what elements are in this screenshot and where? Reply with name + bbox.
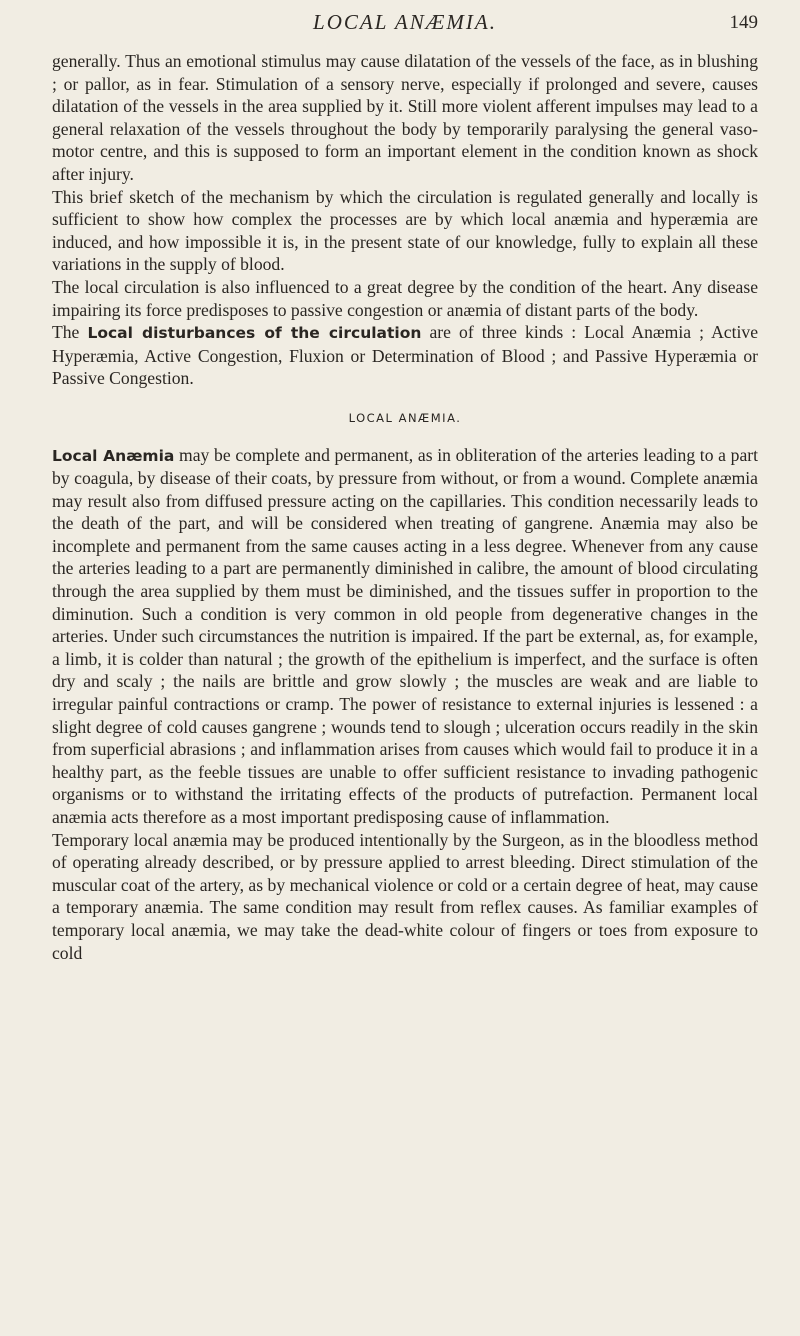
paragraph-continuation: are of three kinds : Local Anæmia ; Active Hyperæmia, Active Congestion, Fluxion or Determination of Blood ; and Passive Hyperæmia or Passive Congestion.: [52, 322, 758, 389]
running-title: LOCAL ANÆMIA.: [313, 10, 497, 34]
bold-term-local-disturbances: Local disturbances of the circulation: [87, 324, 422, 343]
page-number: 149: [729, 12, 758, 33]
paragraph-temporary-anaemia: Temporary local anæmia may be produced intentionally by the Surgeon, as in the bloodless method of operating already described, or by pressure applied to arrest bleeding. Direct stimulation of the muscular coat of the artery, as by mechanical violence or cold or a certain degree of heat, may cause a temporary anæmia. The same condition may result from reflex causes. As familiar examples of temporary local anæmia, we may take the dead-white colour of fingers or toes from exposure to cold: [52, 829, 758, 963]
paragraph-lead-in: The: [52, 322, 88, 343]
paragraph-continuation: may be complete and permanent, as in obliteration of the arteries leading to a part by coagula, by disease of their coats, by pressure from without, or from a wound. Complete anæmia may result also from diffused pressure acting on the capillaries. This condition necessarily leads to the death of the part, and will be considered when treating of gangrene. Anæmia may also be incomplete and permanent from the same causes acting in a less degree. Whenever from any cause the arteries leading to a part are permanently diminished in calibre, the amount of blood circulating through the area supplied by them must be diminished, and the tissues suffer in proportion to the diminution. Such a condition is very common in old people from degenerative changes in the arteries. Under such circumstances the nutrition is impaired. If the part be external, as, for example, a limb, it is colder than natural ; the growth of the epithelium is imperfect, and the surface is often dry and scaly ; the nails are brittle and grow slowly ; the muscles are weak and are liable to irregular painful contractions or cramp. The power of resistance to external injuries is lessened : a slight degree of cold causes gangrene ; wounds tend to slough ; ulceration occurs readily in the skin from superficial abrasions ; and inflammation arises from causes which would fail to produce it in a healthy part, as the feeble tissues are unable to offer sufficient resistance to invading pathogenic organisms or to withstand the irritating effects of the products of putrefaction. Permanent local anæmia acts therefore as a most important predisposing cause of inflammation.: [52, 444, 759, 827]
body-text: [52, 50, 758, 964]
paragraph-local-disturbances: [52, 321, 758, 390]
bold-term-local-anaemia: Local Anæmia: [52, 446, 175, 465]
running-head: [52, 0, 758, 50]
paragraph-blushing: generally. Thus an emotional stimulus may cause dilatation of the vessels of the face, as in blushing ; or pallor, as in fear. Stimulation of a sensory nerve, especially if prolonged and severe, causes dilatation of the vessels in the area supplied by it. Still more violent afferent impulses may lead to a general relaxation of the vessels throughout the body by temporarily paralysing the general vaso-motor centre, and this is supposed to form an important element in the condition known as shock after injury.: [52, 51, 758, 184]
book-page: [52, 0, 758, 1336]
paragraph-heart-condition: The local circulation is also influenced to a great degree by the condition of the heart. Any disease impairing its force predisposes to passive congestion or anæmia of distant parts of the body.: [52, 276, 758, 320]
section-heading-local-anaemia: LOCAL ANÆMIA.: [348, 410, 462, 425]
paragraph-local-anaemia: [52, 444, 758, 829]
paragraph-mechanism-sketch: This brief sketch of the mechanism by which the circulation is regulated generally and locally is sufficient to show how complex the processes are by which local anæmia and hyperæmia are induced, and how impossible it is, in the present state of our knowledge, fully to explain all these variations in the supply of blood.: [52, 186, 758, 275]
